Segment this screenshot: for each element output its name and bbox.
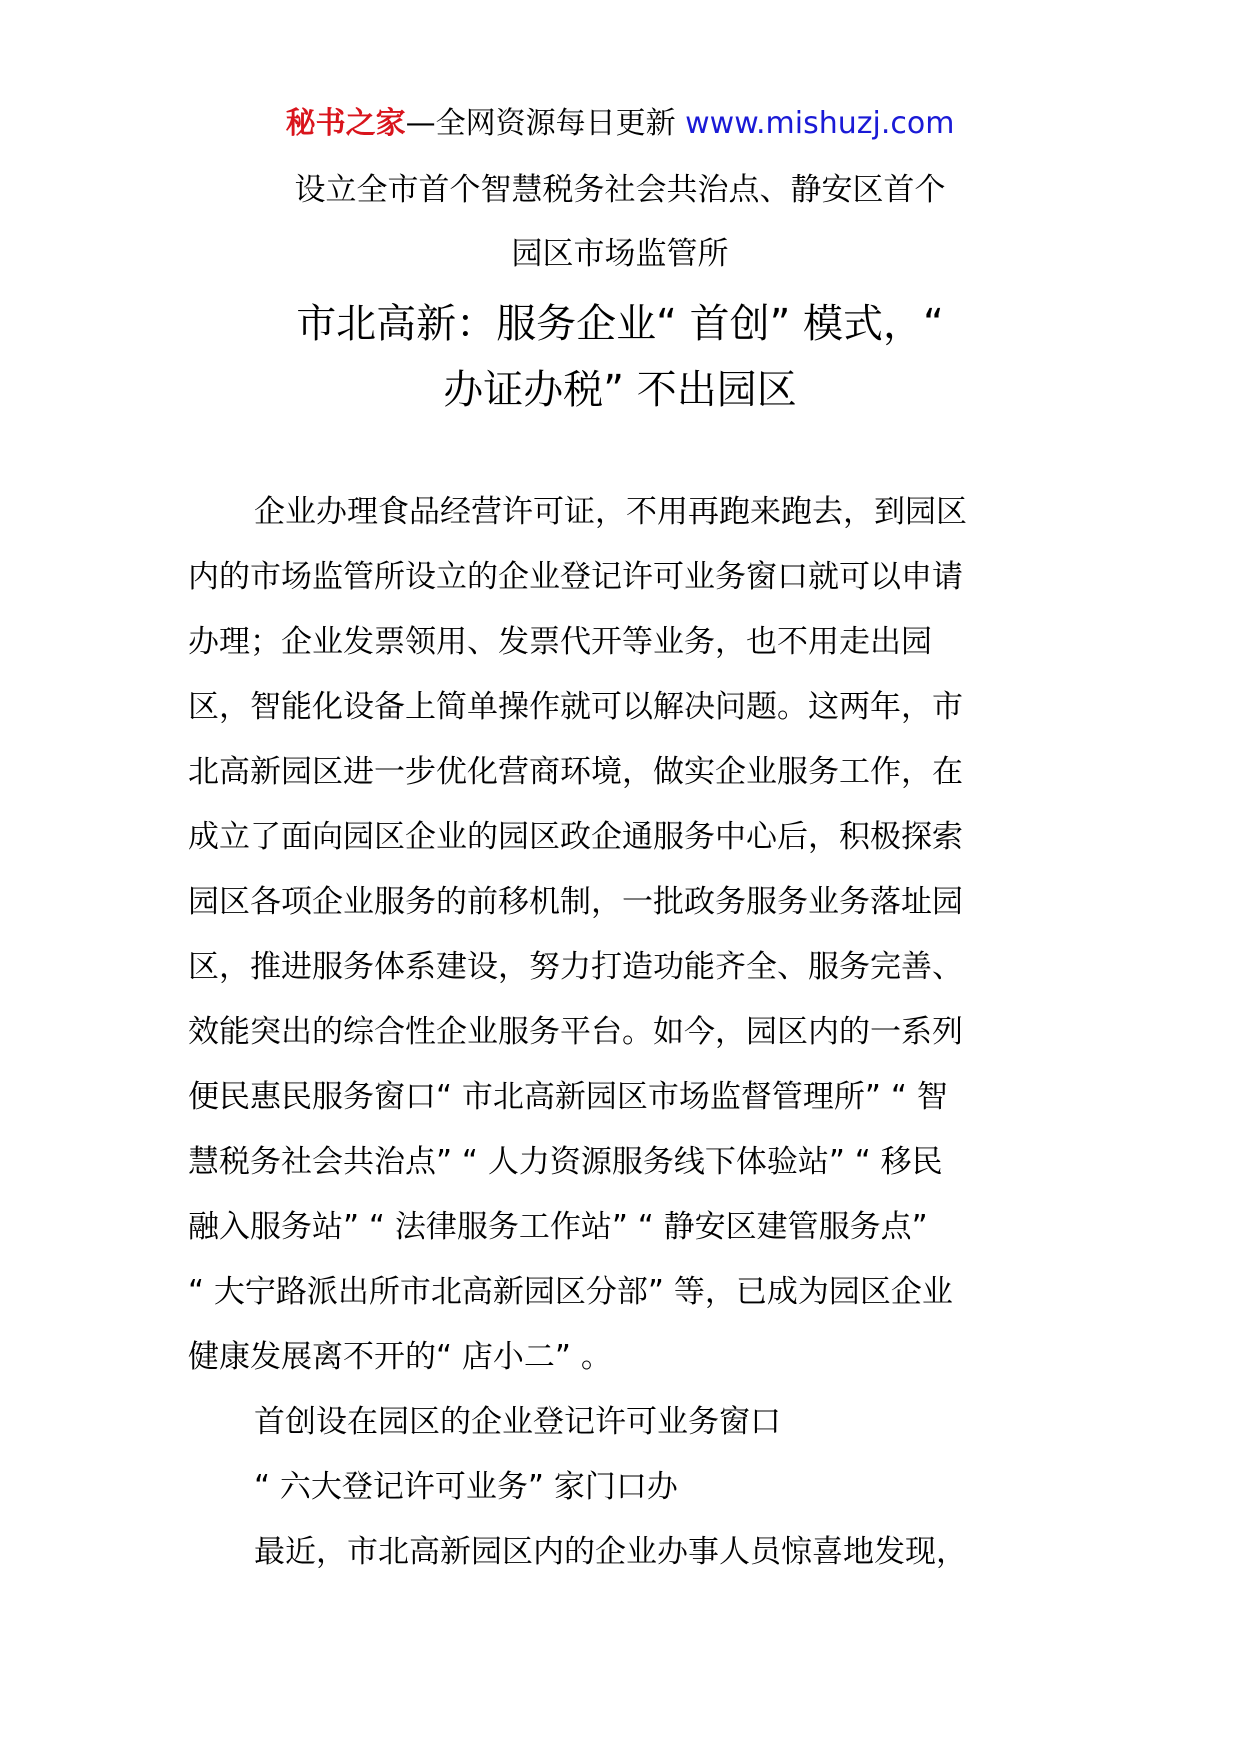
headline-line-2: 办证办税” 不出园区 bbox=[443, 367, 797, 413]
body-line: 效能突出的综合性企业服务平台。如今，园区内的一系列 bbox=[188, 1014, 963, 1050]
watermark-url-link[interactable]: www.mishuzj.com bbox=[685, 106, 955, 141]
subtitle-line-1: 设立全市首个智慧税务社会共治点、静安区首个 bbox=[294, 172, 946, 208]
watermark-header bbox=[0, 102, 1240, 146]
subtitle-line-2: 园区市场监管所 bbox=[511, 236, 729, 272]
body-line: 办理；企业发票领用、发票代开等业务，也不用走出园 bbox=[188, 624, 932, 660]
body-line: 便民惠民服务窗口“ 市北高新园区市场监督管理所” “ 智 bbox=[188, 1079, 948, 1115]
section-subheading: “ 六大登记许可业务” 家门口办 bbox=[254, 1469, 678, 1505]
body-line: 区，智能化设备上简单操作就可以解决问题。这两年，市 bbox=[188, 689, 963, 725]
body-line: 企业办理食品经营许可证，不用再跑来跑去，到园区 bbox=[254, 494, 967, 530]
watermark-brand: 秘书之家 bbox=[285, 106, 406, 141]
section-heading: 首创设在园区的企业登记许可业务窗口 bbox=[254, 1404, 781, 1440]
body-line: 最近，市北高新园区内的企业办事人员惊喜地发现， bbox=[254, 1534, 967, 1570]
body-line: 区，推进服务体系建设，努力打造功能齐全、服务完善、 bbox=[188, 949, 963, 985]
article-body bbox=[188, 480, 1054, 1585]
body-line: 内的市场监管所设立的企业登记许可业务窗口就可以申请 bbox=[188, 559, 963, 595]
headline-line-1: 市北高新：服务企业“ 首创” 模式，“ bbox=[296, 301, 944, 347]
body-line: 健康发展离不开的“ 店小二” 。 bbox=[188, 1339, 612, 1375]
body-line: 融入服务站” “ 法律服务工作站” “ 静安区建管服务点” bbox=[188, 1209, 928, 1245]
body-line: 园区各项企业服务的前移机制，一批政务服务业务落址园 bbox=[188, 884, 963, 920]
body-line: 慧税务社会共治点” “ 人力资源服务线下体验站” “ 移民 bbox=[188, 1144, 943, 1180]
watermark-slogan: —全网资源每日更新 bbox=[405, 106, 676, 141]
body-line: 成立了面向园区企业的园区政企通服务中心后，积极探索 bbox=[188, 819, 963, 855]
body-line: 北高新园区进一步优化营商环境，做实企业服务工作，在 bbox=[188, 754, 963, 790]
body-line: “ 大宁路派出所市北高新园区分部” 等，已成为园区企业 bbox=[188, 1274, 953, 1310]
